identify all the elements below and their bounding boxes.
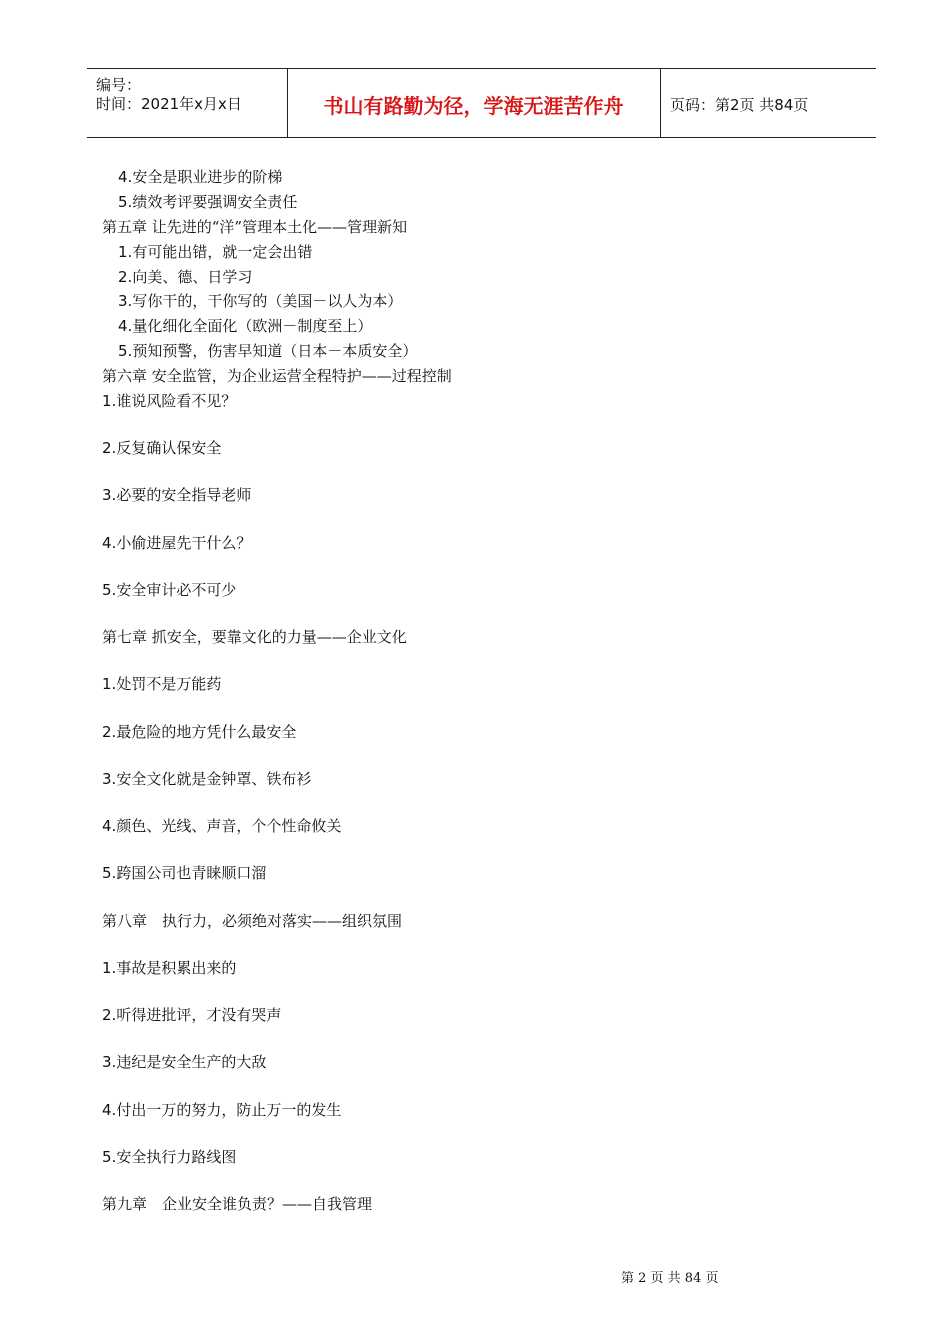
chapter-heading: 第五章 让先进的“洋”管理本土化——管理新知 — [102, 218, 408, 236]
list-item: 4.量化细化全面化（欧洲－制度至上） — [118, 317, 373, 335]
header-motto: 书山有路勤为径，学海无涯苦作舟 — [323, 94, 624, 118]
list-item: 4.颜色、光线、声音，个个性命攸关 — [102, 817, 342, 835]
list-item: 2.向美、德、日学习 — [118, 268, 253, 286]
list-item: 5.安全审计必不可少 — [102, 581, 237, 599]
chapter-heading: 第九章 企业安全谁负责？——自我管理 — [102, 1195, 373, 1213]
list-item: 3.写你干的，干你写的（美国－以人为本） — [118, 292, 403, 310]
header-page-info: 页码：第2页 共84页 — [670, 96, 809, 114]
chapter-heading: 第六章 安全监管，为企业运营全程特护——过程控制 — [102, 367, 452, 385]
document-time-label: 时间：2021年x月x日 — [96, 95, 242, 113]
header-motto-cell — [287, 69, 661, 137]
list-item: 2.最危险的地方凭什么最安全 — [102, 723, 297, 741]
list-item: 5.绩效考评要强调安全责任 — [118, 193, 298, 211]
list-item: 1.处罚不是万能药 — [102, 675, 222, 693]
list-item: 5.安全执行力路线图 — [102, 1148, 237, 1166]
page-footer: 第 2 页 共 84 页 — [621, 1271, 719, 1286]
list-item: 5.预知预警，伤害早知道（日本－本质安全） — [118, 342, 418, 360]
list-item: 3.违纪是安全生产的大敌 — [102, 1053, 267, 1071]
list-item: 2.听得进批评，才没有哭声 — [102, 1006, 282, 1024]
list-item: 4.付出一万的努力，防止万一的发生 — [102, 1101, 342, 1119]
list-item: 3.必要的安全指导老师 — [102, 486, 252, 504]
list-item: 2.反复确认保安全 — [102, 439, 222, 457]
page-header — [87, 68, 876, 138]
document-number-label: 编号： — [96, 76, 142, 94]
chapter-heading: 第八章 执行力，必须绝对落实——组织氛围 — [102, 912, 403, 930]
list-item: 3.安全文化就是金钟罩、铁布衫 — [102, 770, 312, 788]
list-item: 5.跨国公司也青睐顺口溜 — [102, 864, 267, 882]
list-item: 4.小偷进屋先干什么？ — [102, 534, 252, 552]
list-item: 1.谁说风险看不见？ — [102, 392, 237, 410]
list-item: 1.事故是积累出来的 — [102, 959, 237, 977]
header-page-cell — [661, 69, 876, 137]
header-info-cell — [87, 69, 288, 137]
list-item: 1.有可能出错，就一定会出错 — [118, 243, 313, 261]
chapter-heading: 第七章 抓安全，要靠文化的力量——企业文化 — [102, 628, 407, 646]
list-item: 4.安全是职业进步的阶梯 — [118, 168, 283, 186]
